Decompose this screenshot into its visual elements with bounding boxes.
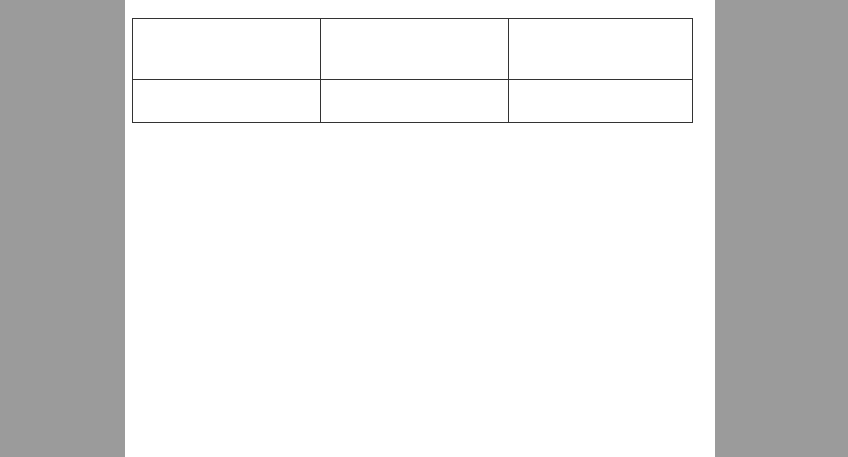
funding-table	[132, 18, 693, 123]
header-gebietskoerperschaft	[133, 19, 321, 80]
header-sportpauschale	[321, 19, 509, 80]
header-verteilungsmasse	[509, 19, 693, 80]
table-header-row	[133, 19, 693, 80]
table-total-row	[133, 80, 693, 123]
total-verteilungsmasse	[509, 80, 693, 123]
document-page	[125, 0, 715, 457]
total-name	[133, 80, 321, 123]
total-sportpauschale	[321, 80, 509, 123]
